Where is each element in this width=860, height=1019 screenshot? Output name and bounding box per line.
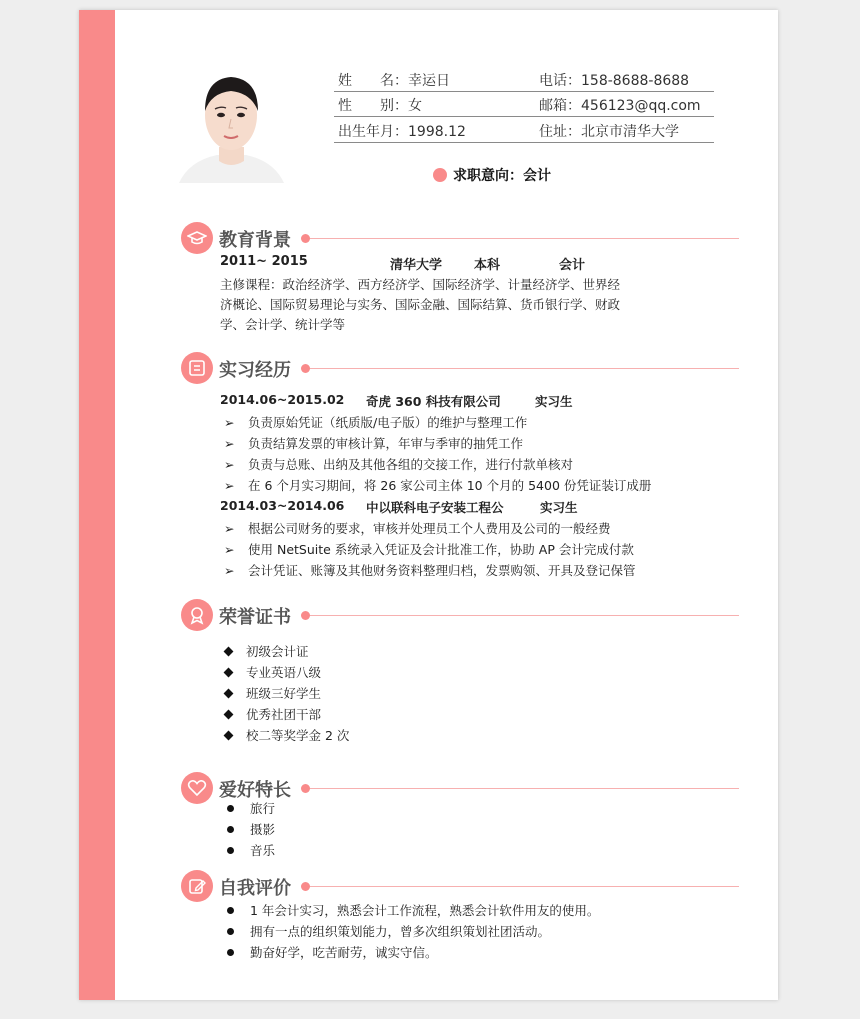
list-item: 初级会计证 [225,642,309,660]
list-item: 拥有一点的组织策划能力，曾多次组织策划社团活动。 [227,922,550,940]
courses-line: 主修课程：政治经济学、西方经济学、国际经济学、计量经济学、世界经 [220,277,621,292]
list-item: 音乐 [227,841,275,859]
section-divider [305,788,739,789]
list-item: ➢ 根据公司财务的要求，审核并处理员工个人费用及公司的一般经费 [224,521,611,536]
diamond-bullet-icon [224,668,234,678]
address-field: 住址：北京市清华大学 [539,124,679,140]
diamond-bullet-icon [224,647,234,657]
job-company: 奇虎 360 科技有限公司 [366,394,501,409]
award-medal-icon [181,599,213,631]
list-item: ➢ 负责结算发票的审核计算，年审与季审的抽凭工作 [224,436,524,451]
heart-icon [181,772,213,804]
section-title: 实习经历 [219,360,291,381]
dot-bullet-icon [227,907,234,914]
list-item: 优秀社团干部 [225,705,321,723]
list-item: 班级三好学生 [225,684,321,702]
list-item: ➢ 在 6 个月实习期间，将 26 家公司主体 10 个月的 5400 份凭证装订成册 [224,478,652,493]
divider-dot [301,882,310,891]
profile-photo [179,65,284,183]
job-company: 中以联科电子安装工程公 [366,500,504,515]
diamond-bullet-icon [224,689,234,699]
section-honors [181,599,741,633]
list-item: 校二等奖学金 2 次 [225,726,349,744]
gender-field: 性 别：女 [338,98,422,114]
edit-pencil-icon [181,870,213,902]
list-item: 旅行 [227,799,275,817]
email-field: 邮箱：456123@qq.com [539,98,701,114]
info-row-3 [334,117,714,143]
section-divider [305,238,739,239]
intent-dot-icon [433,168,447,182]
name-field: 姓 名：幸运日 [338,73,450,89]
list-item: 勤奋好学，吃苦耐劳，诚实守信。 [227,943,438,961]
job-period: 2014.06~2015.02 [220,392,345,407]
section-divider [305,615,739,616]
section-self-eval [181,870,741,904]
dot-bullet-icon [227,928,234,935]
edu-period: 2011~ 2015 [220,254,308,269]
section-title: 自我评价 [219,878,291,899]
courses-line: 学、会计学、统计学等 [220,317,346,332]
courses-line: 济概论、国际贸易理论与实务、国际金融、国际结算、货币银行学、财政 [220,297,621,312]
resume-page [79,10,778,1000]
edu-degree: 本科 [474,258,501,273]
list-item: ➢ 负责与总账、出纳及其他各组的交接工作，进行付款单核对 [224,457,574,472]
document-icon [181,352,213,384]
list-item: 专业英语八级 [225,663,321,681]
phone-field: 电话：158-8688-8688 [539,73,690,89]
section-title: 爱好特长 [219,780,291,801]
birth-field: 出生年月：1998.12 [338,124,466,140]
edu-school: 清华大学 [390,258,443,273]
list-item: 摄影 [227,820,275,838]
info-row-2 [334,91,714,117]
graduation-cap-icon [181,222,213,254]
info-row-1 [334,66,714,92]
accent-strip [79,10,115,1000]
job-role: 实习生 [540,500,578,515]
list-item: ➢ 使用 NetSuite 系统录入凭证及会计批准工作，协助 AP 会计完成付款 [224,542,634,557]
dot-bullet-icon [227,847,234,854]
diamond-bullet-icon [224,731,234,741]
job-period: 2014.03~2014.06 [220,498,345,513]
section-education [181,222,741,256]
divider-dot [301,611,310,620]
dot-bullet-icon [227,805,234,812]
divider-dot [301,784,310,793]
section-title: 荣誉证书 [219,607,291,628]
section-title: 教育背景 [219,230,291,251]
job-role: 实习生 [535,394,573,409]
section-divider [305,368,739,369]
list-item: ➢ 会计凭证、账簿及其他财务资料整理归档，发票购领、开具及登记保管 [224,563,636,578]
section-experience [181,352,741,386]
divider-dot [301,234,310,243]
divider-dot [301,364,310,373]
list-item: 1 年会计实习，熟悉会计工作流程，熟悉会计软件用友的使用。 [227,901,599,919]
list-item: ➢ 负责原始凭证（纸质版/电子版）的维护与整理工作 [224,415,528,430]
dot-bullet-icon [227,949,234,956]
diamond-bullet-icon [224,710,234,720]
job-intent: 求职意向：会计 [433,165,551,185]
section-divider [305,886,739,887]
dot-bullet-icon [227,826,234,833]
edu-major: 会计 [559,258,586,273]
